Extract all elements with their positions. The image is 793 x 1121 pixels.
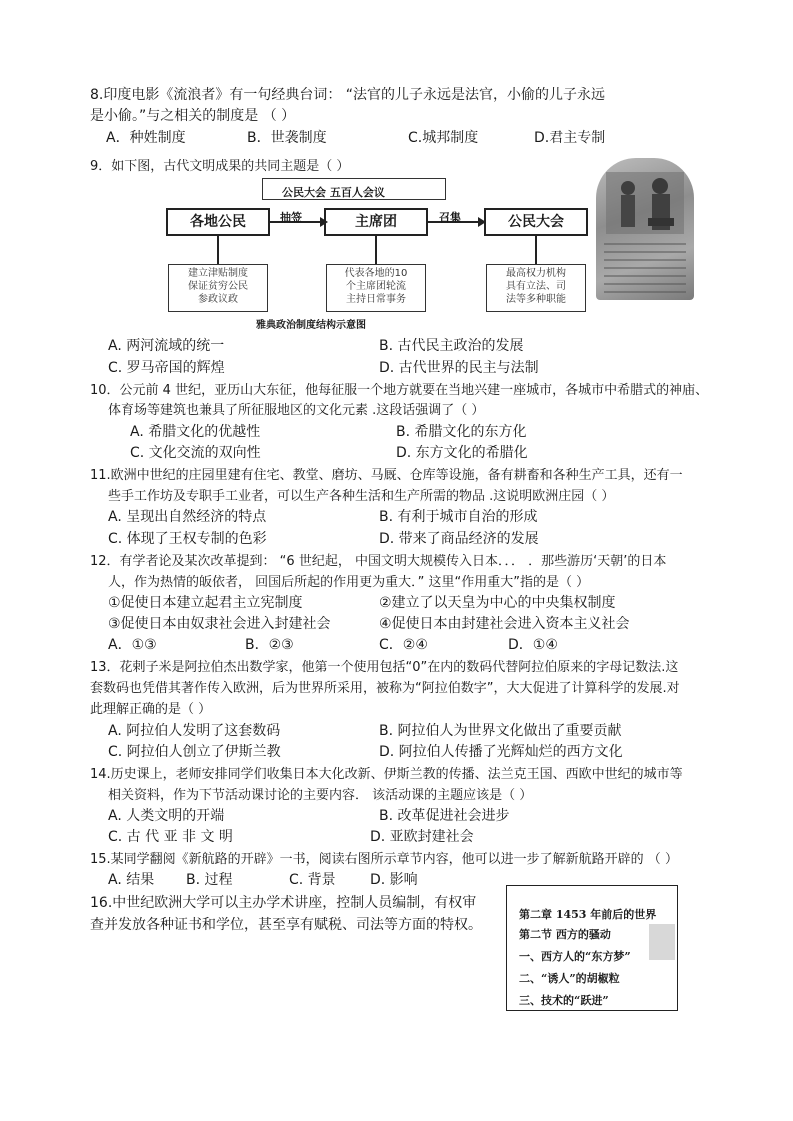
q12-option-a: A．①③ [108,637,157,653]
q16-stem-line1: 16.中世纪欧洲大学可以主办学术讲座，控制人员编制，有权审 [90,895,477,911]
q9-option-a: A. 两河流域的统一 [108,338,225,354]
q9-option-b: B. 古代民主政治的发展 [379,338,524,354]
diagram-top-label: 公民大会 五百人会议 [282,186,385,199]
diagram-arrow-label-lottery: 抽签 [280,211,302,224]
diagram-box-assembly: 公民大会 [484,208,588,236]
q13-option-d: D. 阿拉伯人传播了光辉灿烂的西方文化 [379,744,623,760]
q10-option-d: D. 东方文化的希腊化 [396,445,528,461]
q9-option-d: D. 古代世界的民主与法制 [379,360,539,376]
diagram-caption: 雅典政治制度结构示意图 [256,320,366,331]
diagram-note-right: 最高权力机构 具有立法、司 法等多种职能 [486,264,586,312]
q8-stem-line1: 8.印度电影《流浪者》有一句经典台词： “法官的儿子永远是法官，小偷的儿子永远 [90,87,606,103]
q12-item-1: ①促使日本建立起君主立宪制度 [108,595,303,611]
q11-option-b: B. 有利于城市自治的形成 [379,509,538,525]
q16-stem-line2: 查并发放各种证书和学位，甚至享有赋税、司法等方面的特权。 [90,917,482,933]
q13-option-b: B. 阿拉伯人为世界文化做出了重要贡献 [379,723,622,739]
diagram-box-presidium: 主席团 [324,208,428,236]
diagram-note-left: 建立津贴制度 保证贫穷公民 参政议政 [168,264,268,312]
contents-section: 第二节 西方的骚动 [519,928,611,941]
q11-stem-line2: 些手工作坊及专职手工业者，可以生产各种生活和生产所需的物品 .这说明欧洲庄园（ ） [108,489,615,504]
contents-chapter: 第二章 1453 年前后的世界 [519,908,657,921]
q11-stem-line1: 11.欧洲中世纪的庄园里建有住宅、教堂、磨坊、马厩、仓库等设施，备有耕畜和各种生产工具，还有一 [90,468,683,483]
stele-relief [596,158,694,300]
q12-item-4: ④促使日本由封建社会进入资本主义社会 [379,616,630,632]
book-contents-image [506,885,678,1011]
q9-stem: 9．如下图，古代文明成果的共同主题是（ ） [90,159,350,174]
q14-option-d: D. 亚欧封建社会 [370,829,474,845]
q8-option-d: D.君主专制 [534,130,606,146]
q10-option-c: C. 文化交流的双向性 [130,445,261,461]
q12-stem-line2: 人，作为热情的皈依者， 回国后所起的作用更为重大．” 这里“作用重大”指的是（ ） [108,575,590,590]
q15-stem-line1: 15.某同学翻阅《新航路的开辟》一书，阅读右图所示章节内容，他可以进一步了解新航路开辟的 （ ） [90,852,678,867]
q15-option-c: C. 背景 [289,872,336,888]
q10-stem-line1: 10．公元前 4 世纪，亚历山大东征，他每征服一个地方就要在当地兴建一座城市，各城市中希腊式的神庙、 [90,383,709,398]
q10-option-a: A. 希腊文化的优越性 [130,424,261,440]
q13-stem-line2: 套数码也凭借其著作传入欧洲，后为世界所采用，被称为“阿拉伯数字”，大大促进了计算科学的发展.对 [90,681,680,696]
q14-option-c: C. 古 代 亚 非 文 明 [108,829,233,845]
q14-stem-line2: 相关资料，作为下节活动课讨论的主要内容． 该活动课的主题应该是（ ） [108,788,533,803]
q15-option-d: D. 影响 [370,872,418,888]
q8-stem-line2: 是小偷。”与之相关的制度是 （ ） [90,108,296,124]
contents-smudge [649,924,675,960]
diagram-box-citizens: 各地公民 [166,208,270,236]
q14-stem-line1: 14.历史课上，老师安排同学们收集日本大化改新、伊斯兰教的传播、法兰克王国、西欧中世纪的城市等 [90,767,683,782]
diagram-note-mid: 代表各地的10 个主席团轮流 主持日常事务 [326,264,426,312]
q13-stem-line3: 此理解正确的是（ ） [90,702,212,717]
q13-option-a: A. 阿拉伯人发明了这套数码 [108,723,281,739]
q8-option-a: A．种姓制度 [106,130,186,146]
q14-option-a: A. 人类文明的开端 [108,808,225,824]
q12-item-2: ②建立了以天皇为中心的中央集权制度 [379,595,616,611]
q13-stem-line1: 13．花剌子米是阿拉伯杰出数学家，他第一个使用包括“0”在内的数码代替阿拉伯原来的字母记数法.这 [90,660,679,675]
q11-option-a: A. 呈现出自然经济的特点 [108,509,267,525]
q9-option-c: C. 罗马帝国的辉煌 [108,360,225,376]
q10-stem-line2: 体育场等建筑也兼具了所征服地区的文化元素 .这段话强调了（ ） [108,403,485,418]
q10-option-b: B. 希腊文化的东方化 [396,424,527,440]
hammurabi-stele-image [596,158,694,300]
q12-item-3: ③促使日本由奴隶社会进入封建社会 [108,616,331,632]
contents-item-3: 三、技术的“跃进” [519,994,609,1007]
q12-option-b: B．②③ [245,637,294,653]
q14-option-b: B. 改革促进社会进步 [379,808,510,824]
diagram-arrow-label-convene: 召集 [439,211,461,224]
q8-option-b: B．世袭制度 [247,130,327,146]
q12-stem-line1: 12．有学者论及某次改革提到： “6 世纪起， 中国文明大规模传入日本．．． ．那些游历‘天朝’的日本 [90,554,667,569]
q13-option-c: C. 阿拉伯人创立了伊斯兰教 [108,744,281,760]
q15-option-b: B. 过程 [186,872,233,888]
q12-option-d: D．①④ [508,637,558,653]
contents-item-1: 一、西方人的“东方梦” [519,950,631,963]
q15-option-a: A. 结果 [108,872,155,888]
q8-option-c: C.城邦制度 [408,130,479,146]
contents-item-2: 二、“诱人”的胡椒粒 [519,972,620,985]
q11-option-d: D. 带来了商品经济的发展 [379,531,539,547]
q11-option-c: C. 体现了王权专制的色彩 [108,531,267,547]
q12-option-c: C．②④ [379,637,428,653]
